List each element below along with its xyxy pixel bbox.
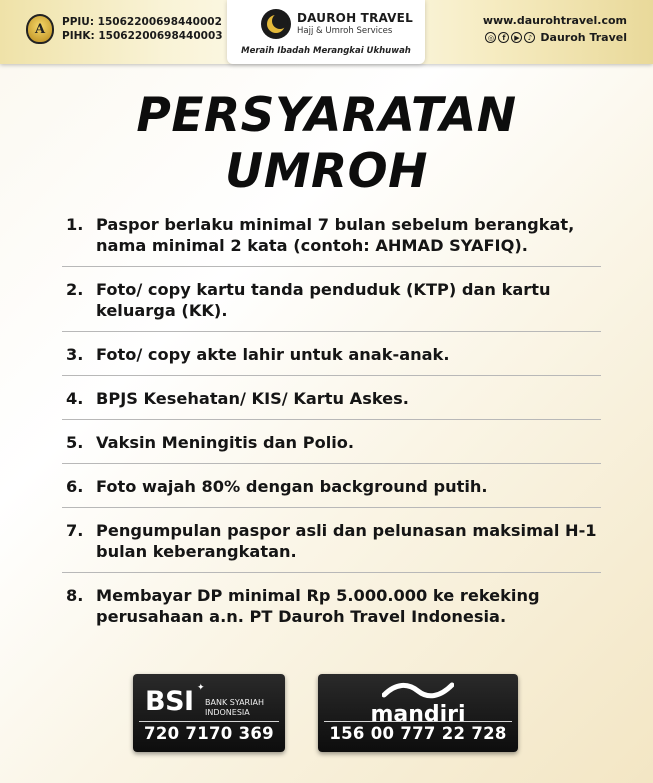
permit-numbers [62,15,223,43]
item-number: 5. [66,433,84,452]
crescent-logo-icon [261,9,291,39]
item-text: Foto/ copy kartu tanda penduduk (KTP) dan kartu keluarga (KK). [96,280,551,320]
title-line-1: PERSYARATAN [136,88,517,143]
youtube-icon[interactable]: ▶ [511,32,522,43]
requirements-list [62,214,601,649]
item-number: 3. [66,345,84,364]
item-number: 1. [66,215,84,234]
item-text: BPJS Kesehatan/ KIS/ Kartu Askes. [96,389,409,408]
bsi-account-number: 720 7170 369 [139,721,279,746]
accreditation-badge-icon [26,14,54,44]
star-icon: ✦ [197,683,205,693]
bsi-logo: BSI [145,686,194,717]
list-item [62,432,601,464]
brand-subtitle: Hajj & Umroh Services [297,26,393,36]
item-text: Vaksin Meningitis dan Polio. [96,433,355,452]
item-text: Foto wajah 80% dengan background putih. [96,477,488,496]
item-number: 4. [66,389,84,408]
list-item [62,585,601,637]
badge-letter: A [34,21,46,37]
tiktok-icon[interactable]: ♪ [524,32,535,43]
list-item [62,520,601,573]
bsi-sub-line-1: BANK SYARIAH [205,698,264,707]
list-item [62,279,601,332]
social-handle: Dauroh Travel [540,31,627,44]
item-number: 8. [66,586,84,605]
contact-info [483,14,627,44]
ppiu-number: PPIU: 15062200698440002 [62,16,222,28]
bsi-account-card [133,674,285,752]
social-row [483,31,627,44]
item-text: Membayar DP minimal Rp 5.000.000 ke rekeking perusahaan a.n. PT Dauroh Travel Indonesia. [96,586,540,626]
instagram-icon[interactable]: ◎ [485,32,496,43]
item-number: 2. [66,280,84,299]
item-text: Foto/ copy akte lahir untuk anak-anak. [96,345,450,364]
pihk-number: PIHK: 15062200698440003 [62,30,223,42]
title-line-2: UMROH [225,144,428,199]
facebook-icon[interactable]: f [498,32,509,43]
website-link[interactable]: www.daurohtravel.com [482,14,627,27]
mandiri-wave-icon [382,681,454,699]
mandiri-logo: mandiri [370,702,466,727]
list-item [62,214,601,267]
mandiri-account-number: 156 00 777 22 728 [324,721,512,746]
bsi-bank-name [205,698,264,718]
brand-tagline: Meraih Ibadah Merangkai Ukhuwah [241,46,411,56]
item-number: 7. [66,521,84,540]
page-title [0,88,653,200]
list-item [62,388,601,420]
bsi-sub-line-2: INDONESIA [205,708,250,717]
brand-block [227,0,425,64]
item-number: 6. [66,477,84,496]
header-bar [0,0,653,64]
permit-info [26,14,223,44]
item-text: Paspor berlaku minimal 7 bulan sebelum berangkat, nama minimal 2 kata (contoh: AHMAD SYAFIQ). [96,215,575,255]
list-item [62,476,601,508]
brand-name: DAUROH TRAVEL [297,11,413,25]
mandiri-account-card [318,674,518,752]
list-item [62,344,601,376]
item-text: Pengumpulan paspor asli dan pelunasan maksimal H-1 bulan keberangkatan. [96,521,597,561]
